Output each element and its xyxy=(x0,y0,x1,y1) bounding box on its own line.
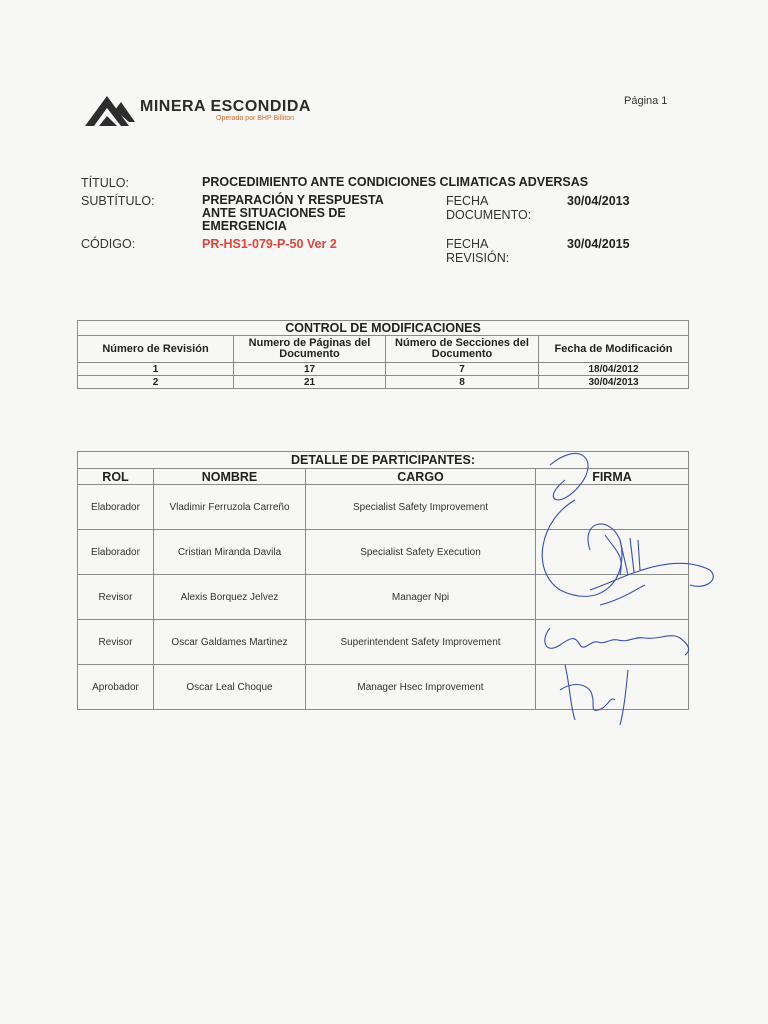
subtitulo-line: EMERGENCIA xyxy=(202,219,287,233)
titulo-value: PROCEDIMIENTO ANTE CONDICIONES CLIMATICAS ADVERSAS xyxy=(202,175,589,189)
nombre-cell: Oscar Leal Choque xyxy=(154,665,306,710)
firma-cell xyxy=(536,620,689,665)
label-line: FECHA xyxy=(446,194,489,208)
column-header: Número de Secciones del Documento xyxy=(386,336,539,363)
table-row xyxy=(78,575,689,620)
subtitulo-line: ANTE SITUACIONES DE xyxy=(202,206,346,220)
table-cell: 30/04/2013 xyxy=(539,376,689,389)
participantes-table xyxy=(77,451,689,710)
cargo-cell: Superintendent Safety Improvement xyxy=(306,620,536,665)
cargo-cell: Manager Npi xyxy=(306,575,536,620)
column-header: Numero de Páginas del Documento xyxy=(234,336,386,363)
subtitulo-label: SUBTÍTULO: xyxy=(81,194,155,208)
column-header: ROL xyxy=(78,469,154,485)
table-row xyxy=(78,620,689,665)
fecha-revision-label xyxy=(446,237,509,265)
column-header: CARGO xyxy=(306,469,536,485)
fecha-documento-label xyxy=(446,194,531,222)
column-header: Número de Revisión xyxy=(78,336,234,363)
label-line: DOCUMENTO: xyxy=(446,208,532,222)
cargo-cell: Specialist Safety Improvement xyxy=(306,485,536,530)
table-row xyxy=(78,376,689,389)
cargo-cell: Specialist Safety Execution xyxy=(306,530,536,575)
label-line: REVISIÓN: xyxy=(446,251,510,265)
column-header: FIRMA xyxy=(536,469,689,485)
table-title: DETALLE DE PARTICIPANTES: xyxy=(78,452,689,469)
nombre-cell: Oscar Galdames Martinez xyxy=(154,620,306,665)
firma-cell xyxy=(536,530,689,575)
column-header: NOMBRE xyxy=(154,469,306,485)
subtitulo-line: PREPARACIÓN Y RESPUESTA xyxy=(202,193,384,207)
company-subtitle: Operada por BHP Billiton xyxy=(216,115,295,122)
rol-cell: Aprobador xyxy=(78,665,154,710)
table-cell: 18/04/2012 xyxy=(539,363,689,376)
mountain-logo-icon xyxy=(85,92,135,128)
subtitulo-value xyxy=(202,194,384,233)
table-cell: 7 xyxy=(386,363,539,376)
codigo-value: PR-HS1-079-P-50 Ver 2 xyxy=(202,237,337,251)
table-row xyxy=(78,665,689,710)
nombre-cell: Vladimir Ferruzola Carreño xyxy=(154,485,306,530)
table-title: CONTROL DE MODIFICACIONES xyxy=(78,321,689,336)
rol-cell: Revisor xyxy=(78,620,154,665)
fecha-documento-value: 30/04/2013 xyxy=(567,194,630,208)
control-modificaciones-table xyxy=(77,320,689,389)
cargo-cell: Manager Hsec Improvement xyxy=(306,665,536,710)
firma-cell xyxy=(536,485,689,530)
table-row xyxy=(78,530,689,575)
nombre-cell: Cristian Miranda Davila xyxy=(154,530,306,575)
company-name: MINERA ESCONDIDA xyxy=(140,98,311,115)
titulo-label: TÍTULO: xyxy=(81,176,129,190)
rol-cell: Elaborador xyxy=(78,530,154,575)
table-cell: 2 xyxy=(78,376,234,389)
rol-cell: Revisor xyxy=(78,575,154,620)
column-header: Fecha de Modificación xyxy=(539,336,689,363)
table-cell: 1 xyxy=(78,363,234,376)
table-cell: 8 xyxy=(386,376,539,389)
nombre-cell: Alexis Borquez Jelvez xyxy=(154,575,306,620)
table-cell: 17 xyxy=(234,363,386,376)
table-row xyxy=(78,485,689,530)
fecha-revision-value: 30/04/2015 xyxy=(567,237,630,251)
page-number: Página 1 xyxy=(624,95,668,107)
table-cell: 21 xyxy=(234,376,386,389)
rol-cell: Elaborador xyxy=(78,485,154,530)
codigo-label: CÓDIGO: xyxy=(81,237,136,251)
table-row xyxy=(78,363,689,376)
label-line: FECHA xyxy=(446,237,489,251)
firma-cell xyxy=(536,665,689,710)
firma-cell xyxy=(536,575,689,620)
